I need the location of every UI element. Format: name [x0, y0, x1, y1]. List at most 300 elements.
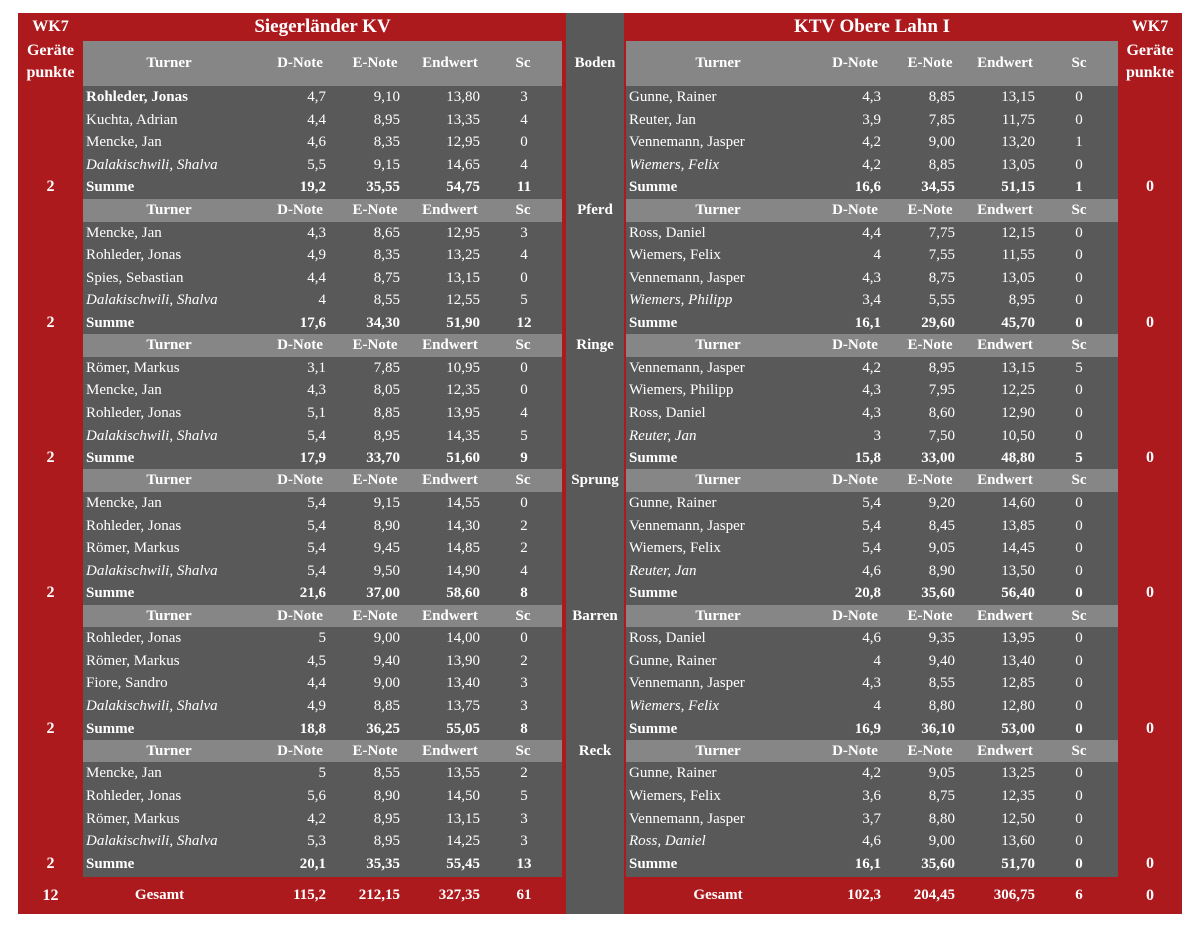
left-endwert: 13,15	[446, 810, 480, 827]
left-e-note: 9,15	[373, 495, 400, 511]
right-endwert: 12,50	[1001, 810, 1035, 827]
right-col-header-e: E-Note	[907, 607, 953, 624]
right-athlete-name: Wiemers, Felix	[629, 540, 721, 557]
right-sum-label: Summe	[629, 315, 678, 331]
left-d-note: 5,6	[307, 788, 326, 804]
left-sum-score: 13	[516, 855, 532, 872]
left-endwert: 14,50	[446, 788, 480, 804]
right-e-note: 8,85	[928, 89, 955, 105]
right-score: 0	[1075, 111, 1083, 128]
right-e-note: 9,00	[928, 134, 955, 151]
right-athlete-name: Ross, Daniel	[629, 833, 706, 850]
right-col-header-name: Turner	[695, 472, 741, 489]
left-col-header-e: E-Note	[352, 337, 398, 354]
right-apparatus-points: 0	[1146, 178, 1154, 196]
right-score: 0	[1075, 89, 1083, 105]
right-col-header-e: E-Note	[907, 55, 953, 71]
right-score: 0	[1075, 675, 1083, 692]
left-endwert: 14,30	[446, 517, 480, 534]
left-score: 3	[520, 833, 528, 850]
left-col-header-name: Turner	[146, 202, 192, 218]
left-endwert: 14,55	[446, 495, 480, 511]
right-col-header-name: Turner	[695, 337, 741, 354]
left-e-note: 8,85	[373, 698, 400, 714]
apparatus-column	[566, 13, 624, 914]
left-col-header-d: D-Note	[277, 607, 323, 624]
right-athlete-name: Ross, Daniel	[629, 630, 706, 647]
right-d-note: 4,3	[862, 405, 881, 421]
right-total-d-note: 102,3	[847, 887, 881, 903]
left-sum-e-note: 34,30	[366, 315, 400, 331]
left-e-note: 8,95	[373, 810, 400, 827]
left-score: 4	[520, 247, 528, 264]
right-d-note: 4,2	[862, 765, 881, 782]
right-col-header-name: Turner	[695, 742, 741, 759]
left-e-note: 8,05	[373, 382, 400, 399]
left-endwert: 13,95	[446, 405, 480, 421]
left-d-note: 5	[318, 630, 326, 647]
right-athlete-name: Ross, Daniel	[629, 405, 706, 421]
left-e-note: 8,95	[373, 427, 400, 444]
right-score: 0	[1075, 292, 1083, 309]
right-d-note: 4,6	[862, 630, 881, 647]
right-athlete-name: Wiemers, Felix	[629, 788, 721, 804]
right-col-header-d: D-Note	[832, 202, 878, 218]
right-d-note: 4,6	[862, 833, 881, 850]
left-e-note: 9,00	[373, 630, 400, 647]
right-sum-endwert: 48,80	[1001, 450, 1035, 467]
left-col-header-end: Endwert	[422, 337, 478, 354]
right-athlete-name: Reuter, Jan	[629, 562, 697, 579]
right-sum-score: 0	[1075, 585, 1083, 602]
left-sum-e-note: 35,35	[366, 855, 400, 872]
right-sum-d-note: 16,1	[854, 855, 881, 872]
right-team-name: KTV Obere Lahn I	[793, 16, 951, 37]
left-score: 4	[520, 111, 528, 128]
right-athlete-name: Gunne, Rainer	[629, 652, 717, 669]
right-score: 0	[1075, 810, 1083, 827]
left-sum-e-note: 33,70	[366, 450, 400, 467]
left-d-note: 5,5	[307, 156, 326, 173]
right-endwert: 13,05	[1001, 156, 1035, 173]
right-endwert: 14,45	[1001, 540, 1035, 557]
left-col-header-sc: Sc	[515, 202, 531, 218]
right-geraete-label: Geräte	[1126, 42, 1174, 59]
right-col-header-sc: Sc	[1071, 55, 1087, 71]
left-e-note: 8,90	[373, 788, 400, 804]
right-e-note: 8,45	[928, 517, 955, 534]
left-endwert: 12,95	[446, 134, 480, 151]
left-athlete-name: Römer, Markus	[86, 359, 180, 376]
right-col-header-d: D-Note	[832, 337, 878, 354]
left-endwert: 12,55	[446, 292, 480, 309]
left-sum-e-note: 37,00	[366, 585, 400, 602]
left-apparatus-points: 2	[46, 719, 55, 737]
left-score: 0	[520, 495, 528, 511]
right-e-note: 8,80	[928, 810, 955, 827]
right-score: 1	[1075, 134, 1083, 151]
right-sum-label: Summe	[629, 179, 678, 196]
left-col-header-sc: Sc	[515, 337, 531, 354]
left-endwert: 13,35	[446, 111, 480, 128]
right-endwert: 13,95	[1001, 630, 1035, 647]
left-athlete-name: Mencke, Jan	[86, 765, 162, 782]
left-sum-label: Summe	[86, 855, 135, 872]
right-apparatus-points: 0	[1146, 449, 1154, 467]
right-total-score: 6	[1075, 887, 1083, 903]
left-total-e-note: 212,15	[358, 887, 400, 903]
right-athlete-name: Vennemann, Jasper	[629, 359, 745, 376]
right-d-note: 5,4	[862, 517, 881, 534]
left-sum-label: Summe	[86, 315, 135, 331]
left-athlete-name: Dalakischwili, Shalva	[86, 427, 218, 444]
left-athlete-name: Rohleder, Jonas	[86, 517, 182, 534]
right-athlete-name: Wiemers, Philipp	[629, 382, 734, 399]
left-e-note: 8,55	[373, 292, 400, 309]
right-athlete-name: Wiemers, Philipp	[629, 292, 733, 309]
left-d-note: 3,1	[307, 359, 326, 376]
left-col-header-end: Endwert	[422, 742, 478, 759]
left-athlete-name: Rohleder, Jonas	[86, 788, 182, 804]
apparatus-name: Reck	[578, 742, 612, 759]
right-e-note: 8,95	[928, 359, 955, 376]
left-e-note: 8,75	[373, 269, 400, 286]
right-score: 0	[1075, 630, 1083, 647]
left-endwert: 13,80	[446, 89, 480, 105]
left-score: 5	[520, 292, 528, 309]
right-score: 0	[1075, 269, 1083, 286]
right-d-note: 5,4	[862, 540, 881, 557]
right-sum-d-note: 20,8	[854, 585, 881, 602]
left-sum-label: Summe	[86, 179, 135, 196]
left-endwert: 14,00	[446, 630, 480, 647]
right-score: 0	[1075, 517, 1083, 534]
right-e-note: 7,55	[928, 247, 955, 264]
right-score: 0	[1075, 540, 1083, 557]
left-col-header-name: Turner	[146, 337, 192, 354]
right-d-note: 3	[873, 427, 881, 444]
left-e-note: 8,90	[373, 517, 400, 534]
left-endwert: 14,25	[446, 833, 480, 850]
right-sum-score: 0	[1075, 315, 1083, 331]
left-athlete-name: Fiore, Sandro	[86, 675, 168, 692]
right-apparatus-points: 0	[1146, 584, 1154, 602]
left-d-note: 4,3	[307, 224, 326, 241]
left-sum-d-note: 19,2	[299, 179, 326, 196]
left-athlete-name: Mencke, Jan	[86, 382, 162, 399]
right-total-points: 0	[1146, 887, 1154, 904]
right-sum-score: 5	[1075, 450, 1083, 467]
left-d-note: 4,5	[307, 652, 326, 669]
left-apparatus-points: 2	[46, 854, 55, 872]
left-sum-d-note: 20,1	[299, 855, 326, 872]
left-total-endwert: 327,35	[438, 887, 480, 903]
right-endwert: 11,75	[1001, 111, 1035, 128]
right-sum-endwert: 45,70	[1001, 315, 1035, 331]
left-d-note: 5,3	[307, 833, 326, 850]
left-sum-score: 12	[516, 315, 532, 331]
right-e-note: 9,20	[928, 495, 955, 511]
left-athlete-name: Spies, Sebastian	[86, 269, 184, 286]
right-athlete-name: Reuter, Jan	[629, 427, 697, 444]
right-col-header-d: D-Note	[832, 607, 878, 624]
left-score: 3	[520, 810, 528, 827]
right-score: 0	[1075, 833, 1083, 850]
left-athlete-name: Römer, Markus	[86, 540, 180, 557]
left-e-note: 7,85	[373, 359, 400, 376]
left-col-header-d: D-Note	[277, 472, 323, 489]
right-sum-label: Summe	[629, 585, 678, 602]
right-apparatus-points: 0	[1146, 854, 1154, 872]
right-endwert: 13,20	[1001, 134, 1035, 151]
left-athlete-name: Dalakischwili, Shalva	[86, 156, 218, 173]
left-col-header-name: Turner	[146, 472, 192, 489]
left-d-note: 4,4	[307, 269, 326, 286]
left-col-header-d: D-Note	[277, 202, 323, 218]
right-col-header-sc: Sc	[1071, 742, 1087, 759]
right-d-note: 3,9	[862, 111, 881, 128]
right-col-header-name: Turner	[695, 55, 741, 71]
right-col-header-end: Endwert	[977, 337, 1033, 354]
right-e-note: 8,75	[928, 269, 955, 286]
right-score: 0	[1075, 224, 1083, 241]
right-d-note: 4,3	[862, 675, 881, 692]
right-score: 0	[1075, 405, 1083, 421]
right-sum-endwert: 51,15	[1001, 179, 1035, 196]
left-apparatus-points: 2	[46, 314, 55, 331]
left-punkte-label: punkte	[26, 64, 75, 81]
left-e-note: 8,95	[373, 111, 400, 128]
right-endwert: 13,60	[1001, 833, 1035, 850]
right-e-note: 8,90	[928, 562, 955, 579]
left-col-header-e: E-Note	[352, 742, 398, 759]
left-d-note: 4	[318, 292, 326, 309]
right-score: 0	[1075, 562, 1083, 579]
right-col-header-d: D-Note	[832, 472, 878, 489]
left-score: 2	[520, 765, 528, 782]
right-d-note: 4	[873, 247, 881, 264]
left-score: 2	[520, 540, 528, 557]
right-sum-e-note: 29,60	[921, 315, 955, 331]
left-score: 0	[520, 134, 528, 151]
right-e-note: 7,95	[928, 382, 955, 399]
left-score: 4	[520, 562, 528, 579]
right-sum-endwert: 53,00	[1001, 720, 1035, 737]
left-athlete-name: Rohleder, Jonas	[86, 89, 188, 105]
right-col-header-sc: Sc	[1071, 607, 1087, 624]
left-col-header-e: E-Note	[352, 472, 398, 489]
left-score: 0	[520, 630, 528, 647]
right-d-note: 4	[873, 698, 881, 714]
left-total-d-note: 115,2	[293, 887, 326, 903]
right-score: 0	[1075, 788, 1083, 804]
left-score: 0	[520, 359, 528, 376]
right-e-note: 9,40	[928, 652, 955, 669]
right-endwert: 12,90	[1001, 405, 1035, 421]
right-sum-e-note: 36,10	[921, 720, 955, 737]
right-col-header-e: E-Note	[907, 742, 953, 759]
right-col-header-sc: Sc	[1071, 472, 1087, 489]
right-d-note: 3,7	[862, 810, 881, 827]
left-e-note: 8,95	[373, 833, 400, 850]
right-punkte-label: punkte	[1125, 64, 1175, 81]
right-sum-e-note: 35,60	[921, 855, 955, 872]
left-athlete-name: Mencke, Jan	[86, 224, 162, 241]
right-col-header-sc: Sc	[1071, 202, 1087, 218]
left-score: 3	[520, 89, 528, 105]
right-total-label: Gesamt	[693, 887, 743, 903]
left-sum-score: 9	[520, 450, 528, 467]
right-d-note: 5,4	[862, 495, 881, 511]
left-endwert: 14,90	[446, 562, 480, 579]
right-e-note: 7,85	[928, 111, 955, 128]
right-sum-endwert: 51,70	[1001, 855, 1035, 872]
right-e-note: 7,75	[928, 224, 955, 241]
left-sum-label: Summe	[86, 720, 135, 737]
left-total-label: Gesamt	[134, 887, 185, 903]
left-e-note: 9,15	[373, 156, 400, 173]
left-athlete-name: Rohleder, Jonas	[86, 247, 182, 264]
right-d-note: 4,6	[862, 562, 881, 579]
left-d-note: 5,4	[307, 540, 326, 557]
right-sum-score: 0	[1075, 855, 1083, 872]
left-endwert: 13,75	[446, 698, 480, 714]
right-score: 0	[1075, 382, 1083, 399]
left-sum-d-note: 21,6	[299, 585, 326, 602]
right-endwert: 12,80	[1001, 698, 1035, 714]
left-e-note: 8,55	[373, 765, 400, 782]
left-e-note: 8,85	[373, 405, 400, 421]
apparatus-name: Boden	[574, 55, 616, 71]
right-endwert: 11,55	[1001, 247, 1035, 264]
left-sum-endwert: 51,60	[446, 450, 480, 467]
left-endwert: 14,85	[446, 540, 480, 557]
left-d-note: 4,6	[307, 134, 326, 151]
left-d-note: 4,4	[307, 675, 326, 692]
right-d-note: 4,2	[862, 156, 881, 173]
left-endwert: 13,40	[446, 675, 480, 692]
right-athlete-name: Wiemers, Felix	[629, 156, 719, 173]
left-e-note: 8,35	[373, 247, 400, 264]
left-athlete-name: Dalakischwili, Shalva	[86, 833, 218, 850]
left-d-note: 5,4	[307, 517, 326, 534]
right-endwert: 13,85	[1001, 517, 1035, 534]
left-endwert: 10,95	[446, 359, 480, 376]
right-score: 0	[1075, 427, 1083, 444]
right-col-header-d: D-Note	[832, 55, 878, 71]
left-athlete-name: Dalakischwili, Shalva	[86, 698, 218, 714]
left-col-header-d: D-Note	[277, 55, 323, 71]
left-e-note: 8,35	[373, 134, 400, 151]
left-sum-label: Summe	[86, 450, 135, 467]
right-score: 0	[1075, 765, 1083, 782]
left-athlete-name: Dalakischwili, Shalva	[86, 562, 218, 579]
left-endwert: 13,90	[446, 652, 480, 669]
left-sum-label: Summe	[86, 585, 135, 602]
right-wk-label: WK7	[1131, 18, 1169, 35]
left-d-note: 4,7	[307, 89, 326, 105]
right-athlete-name: Vennemann, Jasper	[629, 675, 745, 692]
right-col-header-name: Turner	[695, 202, 741, 218]
left-d-note: 5,4	[307, 495, 326, 511]
left-endwert: 13,55	[446, 765, 480, 782]
left-col-header-end: Endwert	[422, 607, 478, 624]
right-col-header-end: Endwert	[977, 607, 1033, 624]
left-score: 0	[520, 382, 528, 399]
left-athlete-name: Rohleder, Jonas	[86, 405, 182, 421]
left-score: 0	[520, 269, 528, 286]
left-col-header-sc: Sc	[515, 55, 531, 71]
left-sum-score: 8	[520, 585, 528, 602]
right-score: 0	[1075, 247, 1083, 264]
right-d-note: 4,3	[862, 382, 881, 399]
right-endwert: 8,95	[1008, 292, 1035, 309]
left-col-header-e: E-Note	[352, 55, 398, 71]
left-score: 2	[520, 652, 528, 669]
right-endwert: 13,40	[1001, 652, 1035, 669]
right-col-header-d: D-Note	[832, 742, 878, 759]
left-athlete-name: Dalakischwili, Shalva	[86, 292, 218, 309]
apparatus-name: Pferd	[577, 202, 613, 218]
left-col-header-end: Endwert	[422, 202, 478, 218]
left-sum-endwert: 55,45	[446, 855, 480, 872]
left-sum-score: 11	[516, 179, 532, 196]
left-geraete-label: Geräte	[26, 42, 75, 59]
right-sum-label: Summe	[629, 450, 678, 467]
left-athlete-name: Mencke, Jan	[86, 495, 162, 511]
right-e-note: 8,55	[928, 675, 955, 692]
left-apparatus-points: 2	[46, 584, 55, 602]
right-athlete-name: Vennemann, Jasper	[629, 269, 745, 286]
right-sum-d-note: 16,9	[854, 720, 881, 737]
right-d-note: 4	[873, 652, 881, 669]
left-d-note: 4,3	[307, 382, 326, 399]
left-sum-e-note: 35,55	[366, 179, 400, 196]
right-sum-e-note: 33,00	[921, 450, 955, 467]
left-col-header-name: Turner	[146, 607, 192, 624]
left-sum-score: 8	[520, 720, 528, 737]
left-score: 5	[520, 788, 528, 804]
right-endwert: 12,35	[1001, 788, 1035, 804]
left-col-header-d: D-Note	[277, 337, 323, 354]
left-col-header-name: Turner	[146, 55, 192, 71]
right-e-note: 7,50	[928, 427, 955, 444]
left-endwert: 12,35	[446, 382, 480, 399]
right-score: 0	[1075, 652, 1083, 669]
left-endwert: 13,15	[446, 269, 480, 286]
right-sum-e-note: 35,60	[921, 585, 955, 602]
left-endwert: 12,95	[446, 224, 480, 241]
right-sum-d-note: 15,8	[854, 450, 881, 467]
left-apparatus-points: 2	[46, 178, 55, 196]
right-score: 0	[1075, 156, 1083, 173]
left-d-note: 4,9	[307, 247, 326, 264]
right-col-header-name: Turner	[695, 607, 741, 624]
right-col-header-e: E-Note	[907, 472, 953, 489]
right-athlete-name: Gunne, Rainer	[629, 495, 717, 511]
left-wk-label: WK7	[32, 18, 69, 35]
apparatus-name: Ringe	[576, 337, 614, 354]
left-col-header-end: Endwert	[422, 55, 478, 71]
right-score: 0	[1075, 698, 1083, 714]
right-endwert: 13,15	[1001, 359, 1035, 376]
right-e-note: 9,05	[928, 540, 955, 557]
right-d-note: 4,2	[862, 134, 881, 151]
right-athlete-name: Reuter, Jan	[629, 111, 696, 128]
right-e-note: 5,55	[928, 292, 955, 309]
left-athlete-name: Römer, Markus	[86, 652, 180, 669]
right-endwert: 13,15	[1001, 89, 1035, 105]
